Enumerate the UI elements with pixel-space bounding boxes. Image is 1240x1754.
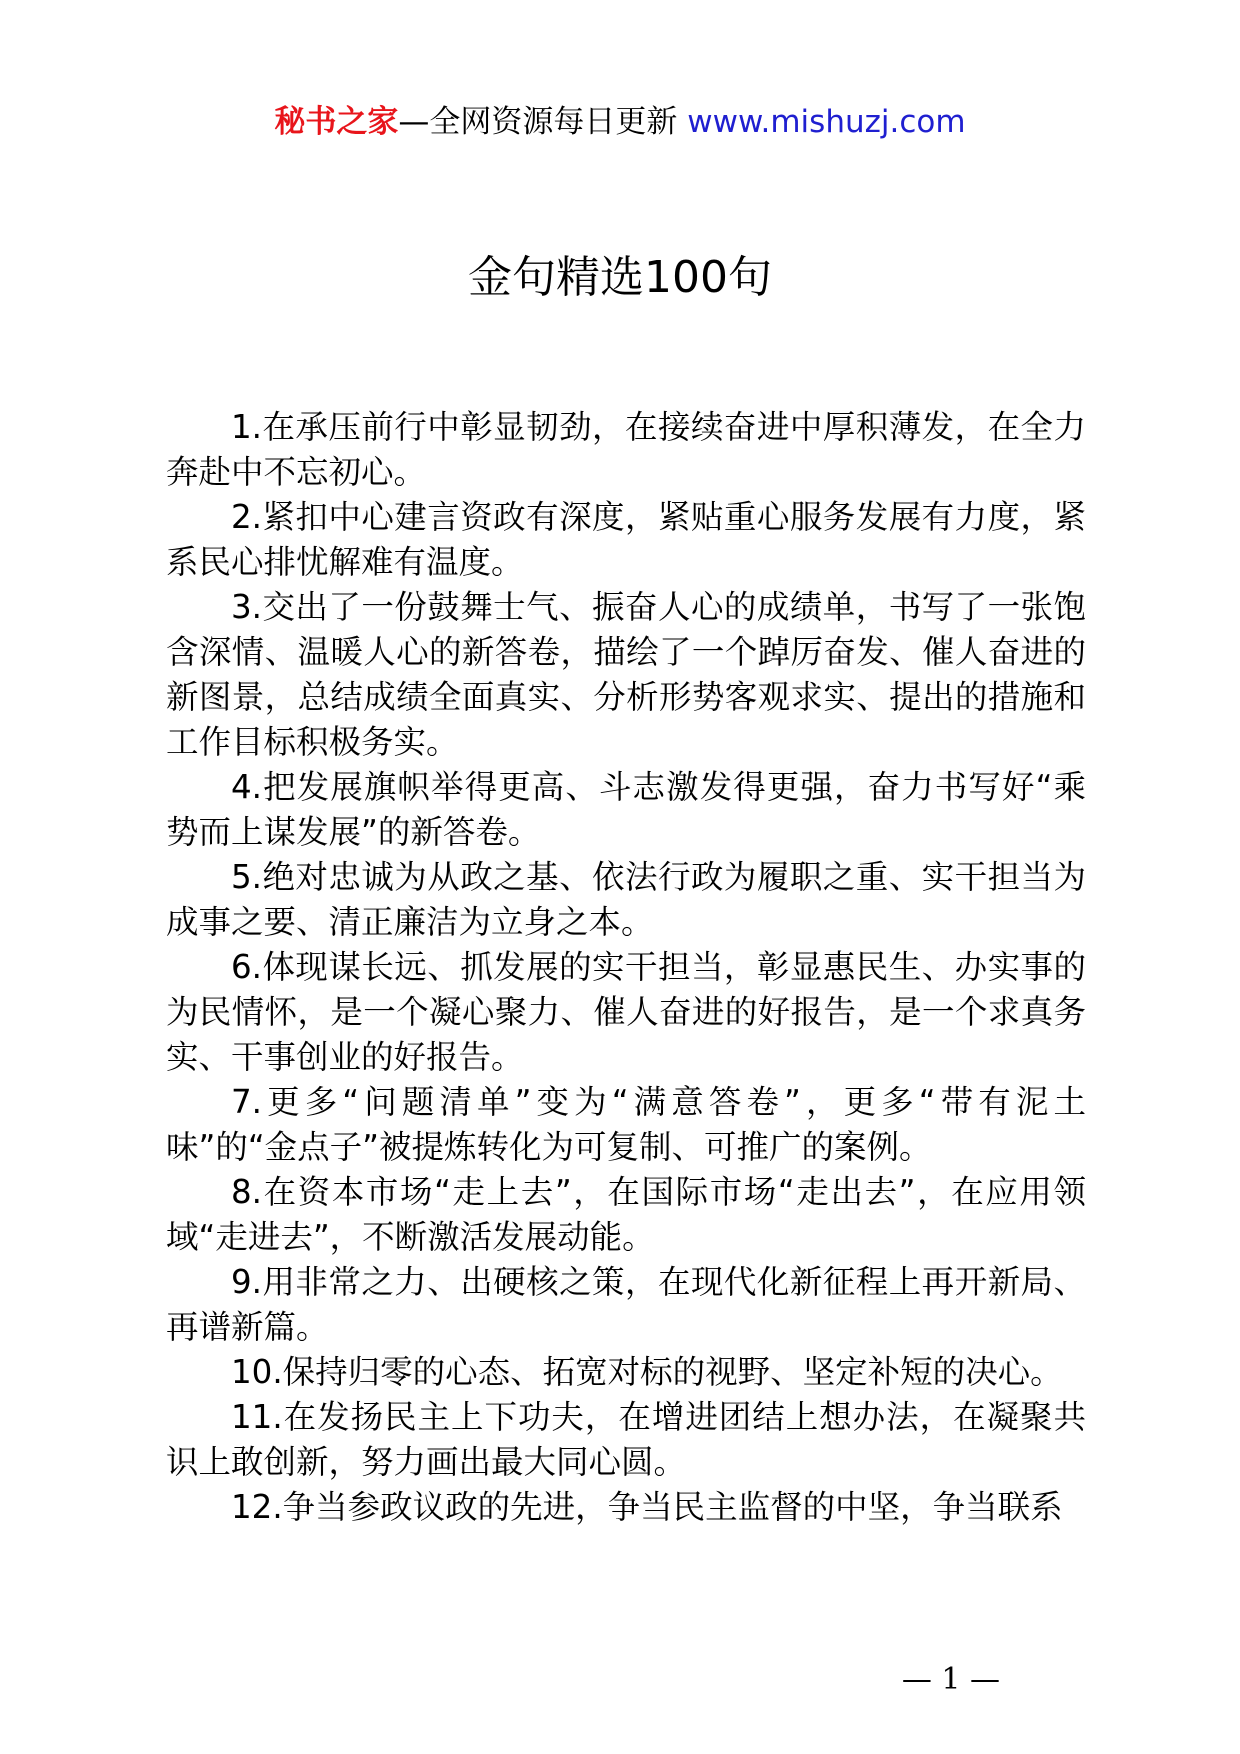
header-tagline: —全网资源每日更新 bbox=[398, 104, 688, 140]
list-item: 1.在承压前行中彰显韧劲，在接续奋进中厚积薄发，在全力奔赴中不忘初心。 bbox=[166, 408, 1086, 491]
list-item: 6.体现谋长远、抓发展的实干担当，彰显惠民生、办实事的为民情怀，是一个凝心聚力、催人奋进的好报告，是一个求真务实、干事创业的好报告。 bbox=[166, 948, 1086, 1076]
list-item: 9.用非常之力、出硬核之策，在现代化新征程上再开新局、再谱新篇。 bbox=[166, 1263, 1086, 1346]
brand-name: 秘书之家 bbox=[274, 104, 399, 140]
document-body bbox=[166, 405, 1086, 1530]
site-header bbox=[0, 100, 1240, 144]
list-item: 3.交出了一份鼓舞士气、振奋人心的成绩单，书写了一张饱含深情、温暖人心的新答卷，描绘了一个踔厉奋发、催人奋进的新图景，总结成绩全面真实、分析形势客观求实、提出的措施和工作目标积极务实。 bbox=[166, 588, 1086, 761]
list-item: 5.绝对忠诚为从政之基、依法行政为履职之重、实干担当为成事之要、清正廉洁为立身之本。 bbox=[166, 858, 1086, 941]
list-item: 10.保持归零的心态、拓宽对标的视野、坚定补短的决心。 bbox=[231, 1353, 1063, 1391]
site-url-link[interactable]: www.mishuzj.com bbox=[687, 104, 966, 140]
list-item: 2.紧扣中心建言资政有深度，紧贴重心服务发展有力度，紧系民心排忧解难有温度。 bbox=[166, 498, 1086, 581]
list-item: 7.更多“问题清单”变为“满意答卷”，更多“带有泥土味”的“金点子”被提炼转化为可复制、可推广的案例。 bbox=[166, 1083, 1086, 1166]
list-item: 8.在资本市场“走上去”，在国际市场“走出去”，在应用领域“走进去”，不断激活发展动能。 bbox=[166, 1173, 1086, 1256]
list-item: 11.在发扬民主上下功夫，在增进团结上想办法，在凝聚共识上敢创新，努力画出最大同心圆。 bbox=[166, 1398, 1086, 1481]
document-title: 金句精选100句 bbox=[468, 252, 772, 303]
list-item: 4.把发展旗帜举得更高、斗志激发得更强，奋力书写好“乘势而上谋发展”的新答卷。 bbox=[166, 768, 1086, 851]
page-number: — 1 — bbox=[901, 1662, 1000, 1697]
list-item: 12.争当参政议政的先进，争当民主监督的中坚，争当联系 bbox=[231, 1488, 1063, 1526]
